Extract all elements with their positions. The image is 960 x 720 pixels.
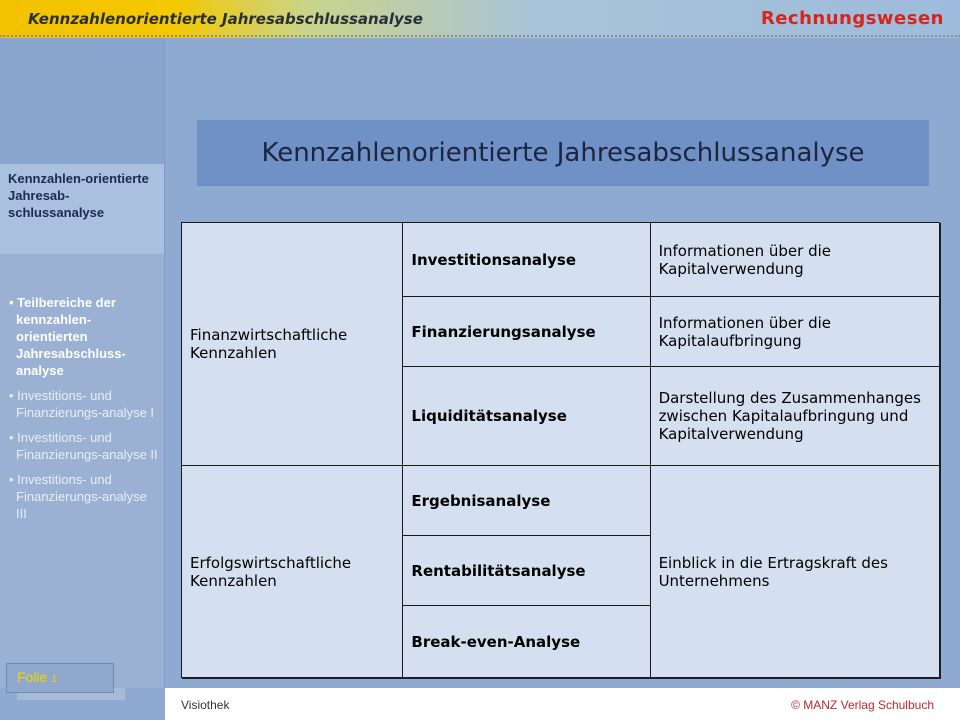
table-row (182, 223, 940, 297)
sidebar-item-teilbereiche[interactable]: • Teilbereiche der kennzahlen-orientierten Jahresabschluss-analyse (9, 295, 126, 378)
description-cell: Informationen über die Kapitalverwendung (650, 223, 939, 297)
folie-text: Folie (17, 669, 48, 685)
description-cell: Darstellung des Zusammenhanges zwischen Kapitalaufbringung und Kapitalverwendung (650, 367, 939, 466)
brand-label: Rechnungswesen (760, 8, 944, 29)
sidebar-item-analyse-1[interactable]: • Investitions- und Finanzierungs-analyse I (9, 388, 155, 420)
sidebar-item-label: Investitions- und Finanzierungs-analyse I (16, 388, 155, 420)
analysis-cell: Liquiditätsanalyse (403, 367, 650, 466)
group-cell-erfolgswirtschaftlich: Erfolgswirtschaftliche Kennzahlen (182, 466, 403, 678)
sidebar-item-label: Investitions- und Finanzierungs-analyse II (16, 430, 158, 462)
description-cell: Einblick in die Ertragskraft des Unternehmens (650, 466, 939, 678)
group-cell-finanzwirtschaftlich: Finanzwirtschaftliche Kennzahlen (182, 223, 403, 466)
header-title: Kennzahlenorientierte Jahresabschlussanalyse (28, 10, 423, 28)
slide-title-box (197, 120, 929, 186)
footer-bar (165, 688, 960, 720)
footer-copyright: © MANZ Verlag Schulbuch (791, 698, 934, 712)
sidebar-item-label: Investitions- und Finanzierungs-analyse III (16, 472, 147, 521)
folie-number: 1 (51, 674, 57, 685)
analysis-cell: Investitionsanalyse (403, 223, 650, 297)
sidebar-heading-label: Kennzahlen-orientierte Jahresab-schlussanalyse (8, 171, 149, 220)
sidebar-item-analyse-2[interactable]: • Investitions- und Finanzierungs-analyse II (9, 430, 158, 462)
analysis-cell: Break-even-Analyse (403, 606, 650, 678)
table-row (182, 466, 940, 536)
analysis-cell: Rentabilitätsanalyse (403, 536, 650, 606)
sidebar-nav (6, 294, 158, 530)
sidebar-heading[interactable] (0, 164, 164, 254)
analysis-cell: Finanzierungsanalyse (403, 297, 650, 367)
sidebar-item-analyse-3[interactable]: • Investitions- und Finanzierungs-analyse III (9, 472, 147, 521)
slide-number-badge (6, 663, 114, 693)
top-header-bar (0, 0, 960, 38)
analysis-table (181, 222, 940, 678)
header-divider (0, 35, 960, 37)
analysis-cell: Ergebnisanalyse (403, 466, 650, 536)
description-cell: Informationen über die Kapitalaufbringung (650, 297, 939, 367)
sidebar-item-label: Teilbereiche der kennzahlen-orientierten Jahresabschluss-analyse (16, 295, 126, 378)
slide-title: Kennzahlenorientierte Jahresabschlussanalyse (261, 138, 865, 168)
footer-left-label: Visiothek (181, 698, 230, 712)
slide-number-label (17, 669, 57, 685)
